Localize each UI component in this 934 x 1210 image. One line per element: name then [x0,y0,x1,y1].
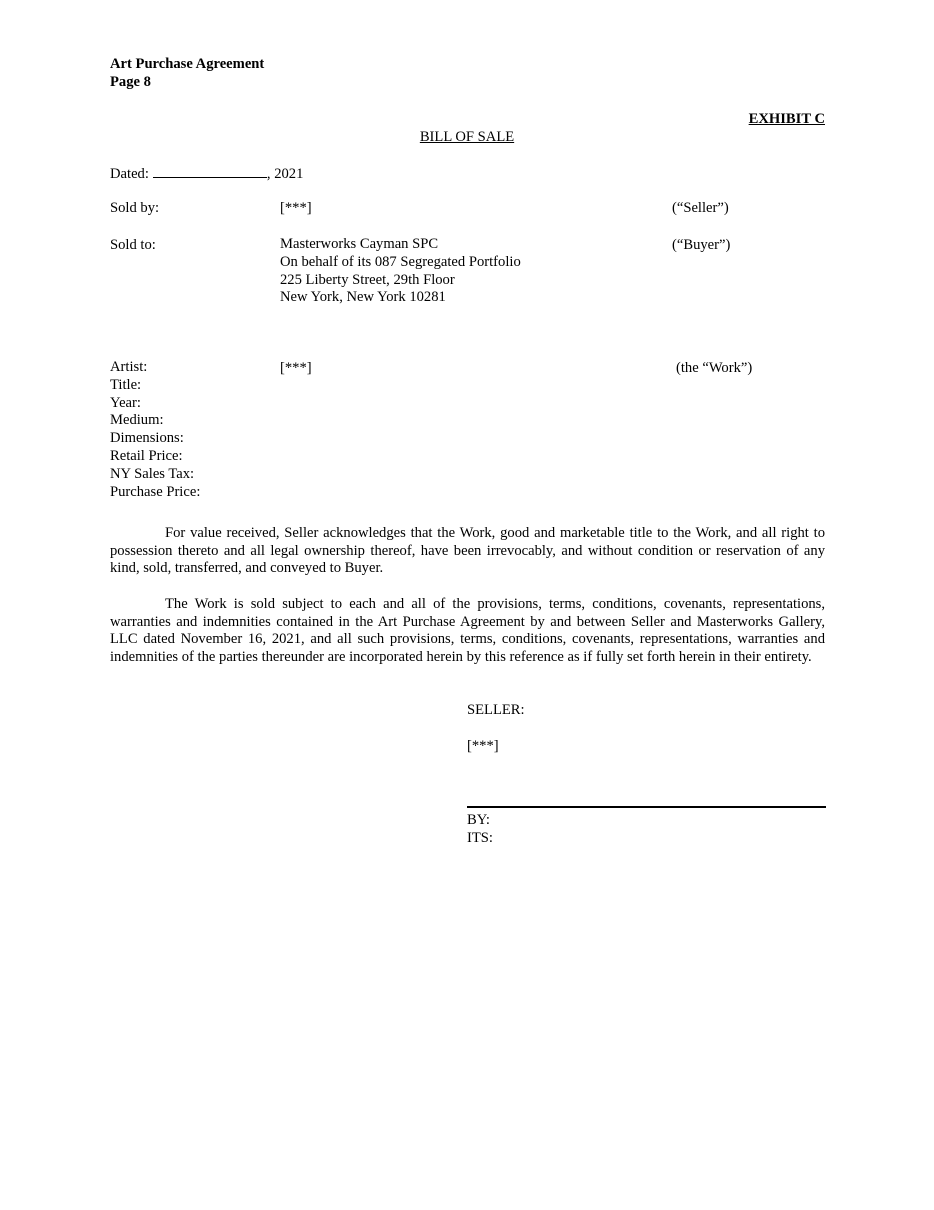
dimensions-label: Dimensions: [110,430,184,447]
signature-line [467,806,826,808]
buyer-line: On behalf of its 087 Segregated Portfolio [280,253,521,270]
header-title: Art Purchase Agreement [110,56,265,72]
ny-sales-tax-label: NY Sales Tax: [110,465,195,482]
paragraph-subject-to: The Work is sold subject to each and all of the provisions, terms, conditions, covenants, representations, warranties and indemnities contained in the Art Purchase Agreement by and between Seller and Masterworks Gallery, LLC dated November 16, 2021, and all such provisions, terms, conditions, covenants, representations, warranties and indemnities of the parties thereunder are incorporated herein by this reference as if fully set forth herein in their entirety. [110,596,825,665]
retail-price-label: Retail Price: [110,447,183,464]
year-label: Year: [110,394,141,411]
seller-role: (“Seller”) [672,200,729,216]
title-label: Title: [110,376,142,393]
buyer-role: (“Buyer”) [672,237,731,253]
header-page-number: Page 8 [110,74,151,90]
buyer-line: Masterworks Cayman SPC [280,236,439,252]
date-blank-line [153,163,267,178]
seller-signature-name: [***] [467,738,499,754]
exhibit-label: EXHIBIT C [748,111,825,127]
work-role: (the “Work”) [676,360,753,376]
seller-signature-label: SELLER: [467,702,525,718]
paragraph-conveyance: For value received, Seller acknowledges that the Work, good and marketable title to the Work, and all right to possession thereto and all legal ownership thereof, have been irrevocably, and without condition or reservation of any kind, sold, transferred, and conveyed to Buyer. [110,525,825,577]
buyer-address [280,236,521,307]
medium-label: Medium: [110,412,164,429]
buyer-line: 225 Liberty Street, 29th Floor [280,271,455,288]
buyer-line: New York, New York 10281 [280,289,446,306]
dated-label: Dated: [110,166,149,182]
by-label: BY: [467,812,490,828]
sold-by-label: Sold by: [110,200,160,216]
dated-row [110,163,303,183]
its-label: ITS: [467,830,493,846]
purchase-price-label: Purchase Price: [110,483,201,500]
artist-label: Artist: [110,359,148,375]
artist-value: [***] [280,360,312,376]
sold-by-value: [***] [280,200,312,216]
sold-to-label: Sold to: [110,237,156,253]
document-title: BILL OF SALE [419,129,515,145]
work-labels [110,359,200,501]
dated-year: , 2021 [266,166,304,182]
